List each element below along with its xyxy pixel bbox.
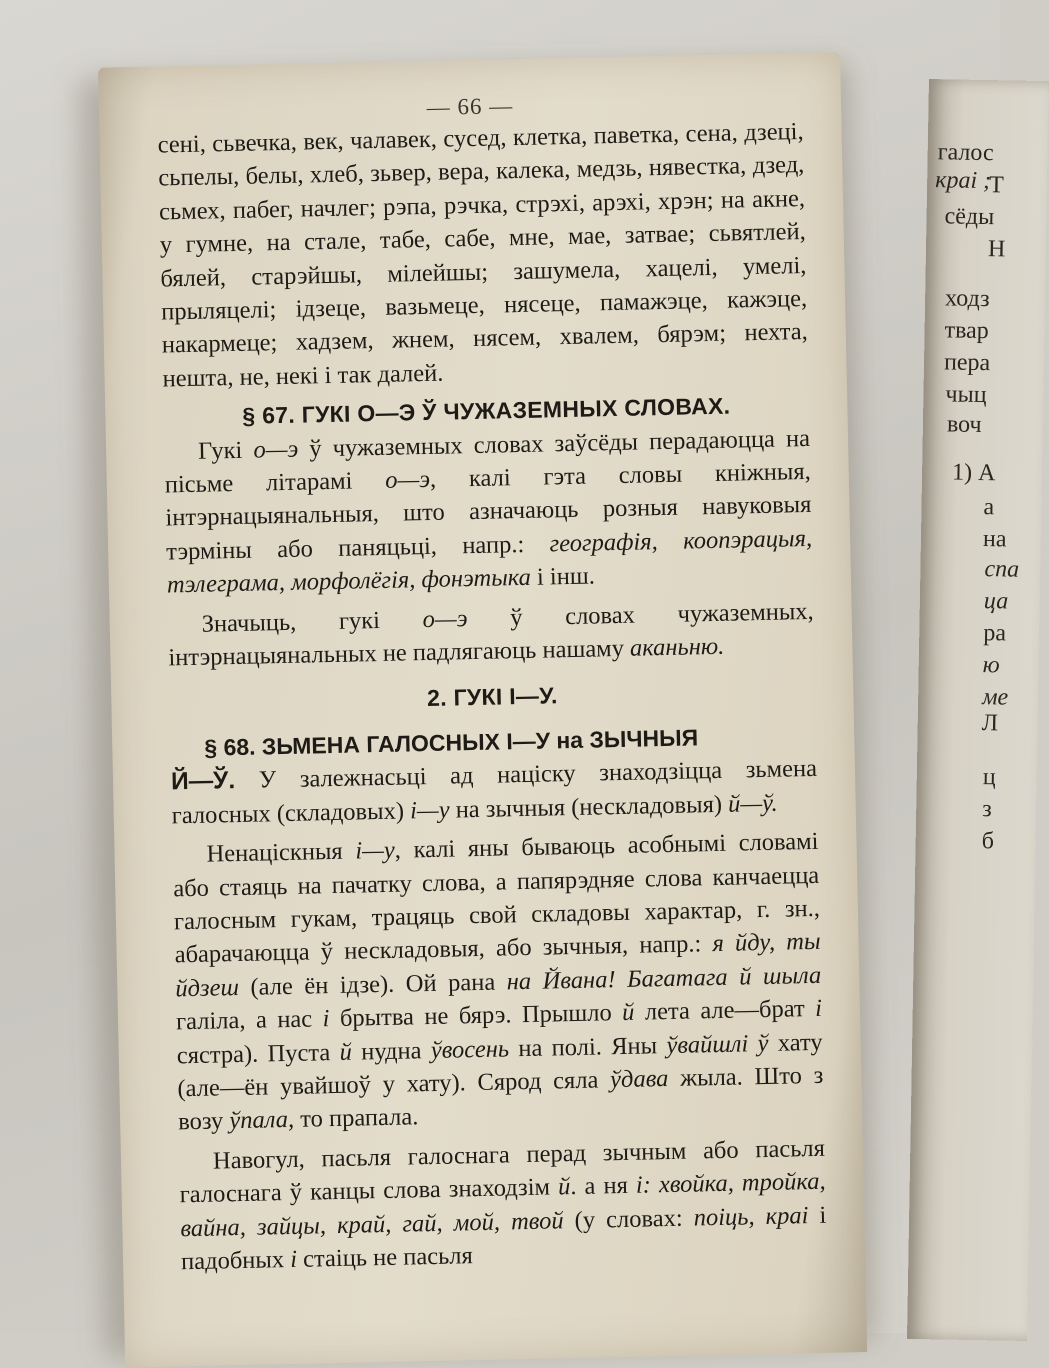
chapter-heading-2: 2. ГУКІ І—У. — [426, 681, 558, 711]
next-page-edge — [907, 79, 1049, 1341]
next-page-fragment: ме — [981, 684, 1009, 711]
next-page-fragment: ра — [983, 620, 1007, 647]
next-page-fragment: 1) А — [951, 459, 996, 487]
next-page-fragment: а — [983, 494, 995, 521]
next-page-fragment: ходз — [944, 285, 990, 313]
next-page-fragment: краі ; — [935, 167, 992, 195]
next-page-fragment: ца — [983, 588, 1009, 615]
section-heading-68: § 68. ЗЬМЕНА ГАЛОСНЫХ І—У на ЗЫЧНЫЯ — [204, 724, 699, 761]
next-page-fragment: з — [982, 796, 992, 823]
next-page-fragment: воч — [946, 411, 982, 439]
next-page-fragment: Н — [987, 236, 1006, 263]
paragraph-vowel-change: Й—Ў. У залежнасьці ад націску знаходзіцца зьмена галосных (складовых) і—у на зычныя (нескладовыя) й—ў. — [170, 755, 818, 830]
next-page-fragment: галос — [937, 139, 994, 167]
page-body — [157, 115, 827, 1279]
next-page-fragment: твар — [944, 317, 989, 345]
paragraph-general-rule: Навогул, пасьля галоснага перад зычным або пасьля галоснага ў канцы слова знаходзім й. а ня і: хвойка, тройка, вайна, зайцы, край, гай, мой, твой (у словах: поіць, краі і падобных і стаіць не пасьля — [179, 1134, 827, 1276]
next-page-fragment: пера — [943, 349, 991, 377]
next-page-fragment: сёды — [944, 203, 995, 231]
next-page-fragment: Т — [988, 172, 1005, 199]
next-page-fragment: на — [982, 526, 1007, 553]
next-page-fragment: Л — [981, 710, 999, 737]
next-page-fragment: ю — [982, 652, 1000, 679]
page-number: — 66 — — [426, 93, 514, 120]
paragraph-word-list: сені, сьвечка, век, чалавек, сусед, клетка, паветка, сена, дзеці, сьпелы, белы, хлеб, зьвер, вера, калека, медзь, нявестка, дзед, сьмех, пабег, начлег; рэпа, рэчка, стрэхі, арэхі, хрэн; на акне, у гумне, на стале, табе, сабе, мне, мае, затвае; сьвятлей, бялей, старэйшы, мілейшы; зашумела, хацелі, умелі, прыляцелі; ідзеце, вазьмеце, нясеце, памажэце, кажэце, накармеце; хадзем, жнем, нясем, хвалем, бярэм; нехта, нешта, не, некі і так далей. — [157, 118, 809, 393]
book-page — [98, 52, 867, 1367]
next-page-fragment: спа — [984, 556, 1020, 583]
next-page-fragment: чыц — [945, 381, 987, 409]
paragraph-unstressed: Ненаціскныя і—у, калі яны бываюць асобнымі словамі або стаяць на пачатку слова, а папярэдняе слова канчаецца галосным гукам, трацяць свой складовы характар, г. зн., абарачаюцца ў нескладовыя, або зычныя, напр.: я йду, ты йдзеш (але ён ідзе). Ой рана на Йвана! Багатага й шыла галіла, а нас і брытва не бярэ. Прышло й лета але—брат і сястра). Пуста й нудна ўвосень на полі. Яны ўвайшлі ў хату (але—ён увайшоў у хату). Сярод сяла ўдава жыла. Што з возу ўпала, то прапала. — [173, 827, 824, 1136]
next-page-fragment: б — [981, 828, 995, 855]
section-heading-67: § 67. ГУКІ О—Э Ў ЧУЖАЗЕМНЫХ СЛОВАХ. — [242, 392, 731, 430]
paragraph-conclusion: Значыць, гукі о—э ў словах чужаземных, інтэрнацыянальных не падлягаюць нашаму аканьню. — [168, 597, 814, 672]
paragraph-foreign-words: Гукі о—э ў чужаземных словах заўсёды перадаюцца на пісьме літарамі о—э, калі гэта словы кніжныя, інтэрнацыянальныя, што азначаюць розныя навуковыя тэрміны або паняцьці, напр.: географія, коопэрацыя, тэлеграма, морфолёгія, фонэтыка і інш. — [164, 424, 813, 599]
next-page-fragment: ц — [982, 764, 996, 791]
